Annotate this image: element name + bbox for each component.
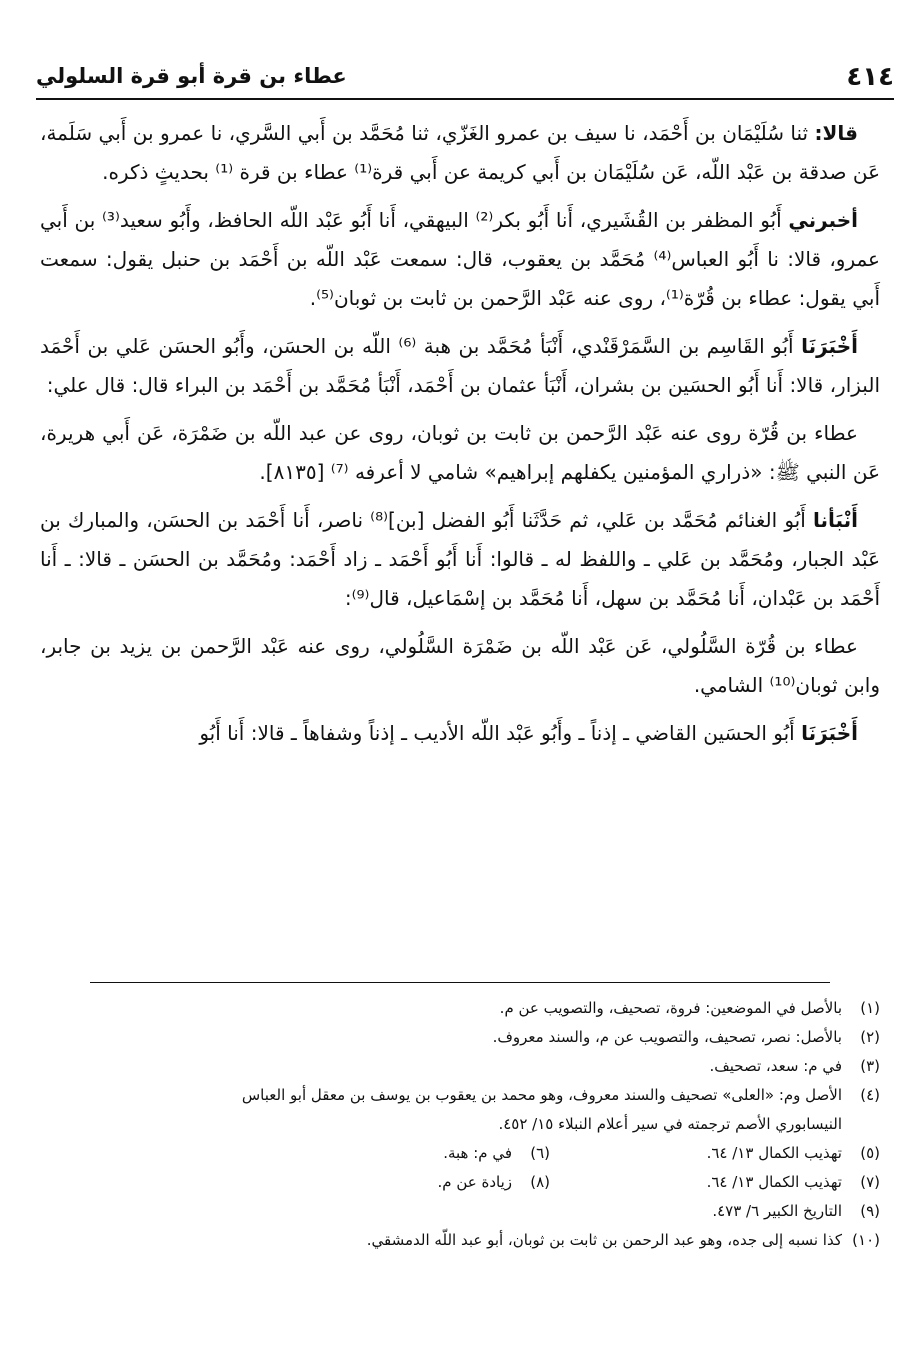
footnote [220, 1139, 550, 1168]
footnote-pair [40, 1139, 880, 1168]
paragraph-lead: أَنْبَأنا [812, 508, 858, 532]
paragraph-text: أَبُو الحسَين القاضي ـ إذناً ـ وأَبُو عَبْد اللّه الأديب ـ إذناً وشفاهاً ـ قالا: أَنا أَبُو [199, 721, 802, 745]
main-text [40, 114, 880, 762]
footnote-number: (٩) [860, 1202, 880, 1220]
paragraph [40, 327, 880, 405]
footnote-pair [40, 1168, 880, 1197]
footnote [220, 1168, 550, 1197]
footnote [40, 1226, 880, 1255]
footnote-number: (٢) [860, 1028, 880, 1046]
footnote-number: (٥) [860, 1144, 880, 1162]
header-rule [36, 98, 894, 100]
paragraph-text: أَبُو المظفر بن القُشَيري، أَنا أَبُو بكر⁽²⁾ البيهقي، أَنا أَبُو عَبْد اللّه الحافظ، وأَبُو سعيد⁽³⁾ بن أَبي عمرو، قالا: نا أَبُو العباس⁽⁴⁾ مُحَمَّد بن يعقوب، قال: سمعت عَبْد اللّه بن أَحْمَد بن حنبل يقول: سمعت أَبي يقول: عطاء بن قُرّة⁽¹⁾، روى عنه عَبْد الرَّحمن بن ثابت بن ثوبان⁽⁵⁾. [40, 208, 880, 310]
paragraph-text: أَبُو القَاسِم بن السَّمَرْقَنْدي، أَنْبَأ مُحَمَّد بن هبة ⁽⁶⁾ اللّه بن الحسَن، وأَبُو الحسَن عَلي بن أَحْمَد البزار، قالا: أَنا أَبُو الحسَين بن بشران، أَنْبَأ عثمان بن أَحْمَد، أَنْبَأ مُحَمَّد بن أَحْمَد بن البراء قال: قال علي: [40, 334, 880, 397]
paragraph [40, 201, 880, 318]
footnote-number: (٦) [530, 1144, 550, 1162]
footnote-text: التاريخ الكبير ٦/ ٤٧٣. [712, 1202, 842, 1220]
footnote-separator [90, 982, 830, 983]
paragraph [40, 114, 880, 192]
paragraph-lead: أخبرني [788, 208, 858, 232]
footnote-text: بالأصل في الموضعين: فروة، تصحيف، والتصويب عن م. [499, 999, 842, 1017]
footnotes [40, 994, 880, 1255]
page-number: ٤١٤ [846, 62, 894, 92]
footnote-number: (٣) [860, 1057, 880, 1075]
footnote-number: (٨) [530, 1173, 550, 1191]
footnote [550, 1168, 880, 1197]
footnote-text: كذا نسبه إلى جده، وهو عبد الرحمن بن ثابت بن ثوبان، أبو عبد اللّه الدمشقي. [366, 1231, 842, 1249]
running-title: عطاء بن قرة أبو قرة السلولي [36, 64, 347, 88]
paragraph-text: عطاء بن قُرّة السَّلُولي، عَن عَبْد اللّه بن ضَمْرَة السَّلُولي، روى عنه عَبْد الرَّحمن بن يزيد بن جابر، وابن ثوبان⁽¹⁰⁾ الشامي. [40, 634, 880, 697]
footnote-continuation: النيسابوري الأصم ترجمته في سير أعلام النبلاء ١٥/ ٤٥٢. [498, 1115, 842, 1133]
footnote [40, 1081, 880, 1110]
paragraph-lead: أَخْبَرَنَا [801, 334, 858, 358]
paragraph-lead: قالا: [814, 121, 858, 145]
footnote [40, 1197, 880, 1226]
footnote [40, 1023, 880, 1052]
footnote [40, 1052, 880, 1081]
footnote-number: (١٠) [852, 1231, 880, 1249]
footnote-text: تهذيب الكمال ١٣/ ٦٤. [706, 1173, 842, 1191]
footnote [40, 994, 880, 1023]
paragraph [40, 627, 880, 705]
paragraph [40, 414, 880, 492]
paragraph-lead: أَخْبَرَنَا [801, 721, 858, 745]
footnote-number: (٧) [860, 1173, 880, 1191]
footnote-text: الأصل وم: «العلى» تصحيف والسند معروف، وهو محمد بن يعقوب بن يوسف بن معقل أبو العباس [241, 1086, 842, 1104]
paragraph-text: عطاء بن قُرّة روى عنه عَبْد الرَّحمن بن ثابت بن ثوبان، روى عن عبد اللّه بن ضَمْرَة، عَن أَبي هريرة، عَن النبي ﷺ: «ذراري المؤمنين يكفلهم إبراهيم» شامي لا أعرفه ⁽⁷⁾ [٨١٣٥]. [40, 421, 880, 484]
footnote-number: (٤) [860, 1086, 880, 1104]
footnote [550, 1139, 880, 1168]
footnote-text: في م: سعد، تصحيف. [709, 1057, 842, 1075]
footnote-text: زيادة عن م. [437, 1173, 512, 1191]
footnote-text: في م: هبة. [443, 1144, 512, 1162]
footnote-number: (١) [860, 999, 880, 1017]
paragraph-text: ثنا سُلَيْمَان بن أَحْمَد، نا سيف بن عمرو الغَزّي، ثنا مُحَمَّد بن أَبي السَّري، نا عمرو بن أَبي سَلَمة، عَن صدقة بن عَبْد اللّه، عَن سُلَيْمَان بن أَبي كريمة عن أَبي قرة⁽¹⁾ عطاء بن قرة ⁽¹⁾ بحديثٍ ذكره. [40, 121, 880, 184]
footnote-text: بالأصل: نصر، تصحيف، والتصويب عن م، والسند معروف. [492, 1028, 842, 1046]
footnote-text: تهذيب الكمال ١٣/ ٦٤. [706, 1144, 842, 1162]
paragraph [40, 714, 880, 753]
page-header [36, 60, 894, 100]
paragraph-text: أَبُو الغنائم مُحَمَّد بن عَلي، ثم حَدَّثَنا أَبُو الفضل [بن]⁽⁸⁾ ناصر، أَنا أَحْمَد بن الحسَن، والمبارك بن عَبْد الجبار، ومُحَمَّد بن عَلي ـ واللفظ له ـ قالوا: أَنا أَبُو أَحْمَد ـ زاد أَحْمَد: ومُحَمَّد بن الحسَن ـ قالا: ـ أَنا أَحْمَد بن عَبْدان، أَنا مُحَمَّد بن سهل، أَنا مُحَمَّد بن إسْمَاعيل، قال⁽⁹⁾: [40, 508, 880, 610]
paragraph [40, 501, 880, 618]
